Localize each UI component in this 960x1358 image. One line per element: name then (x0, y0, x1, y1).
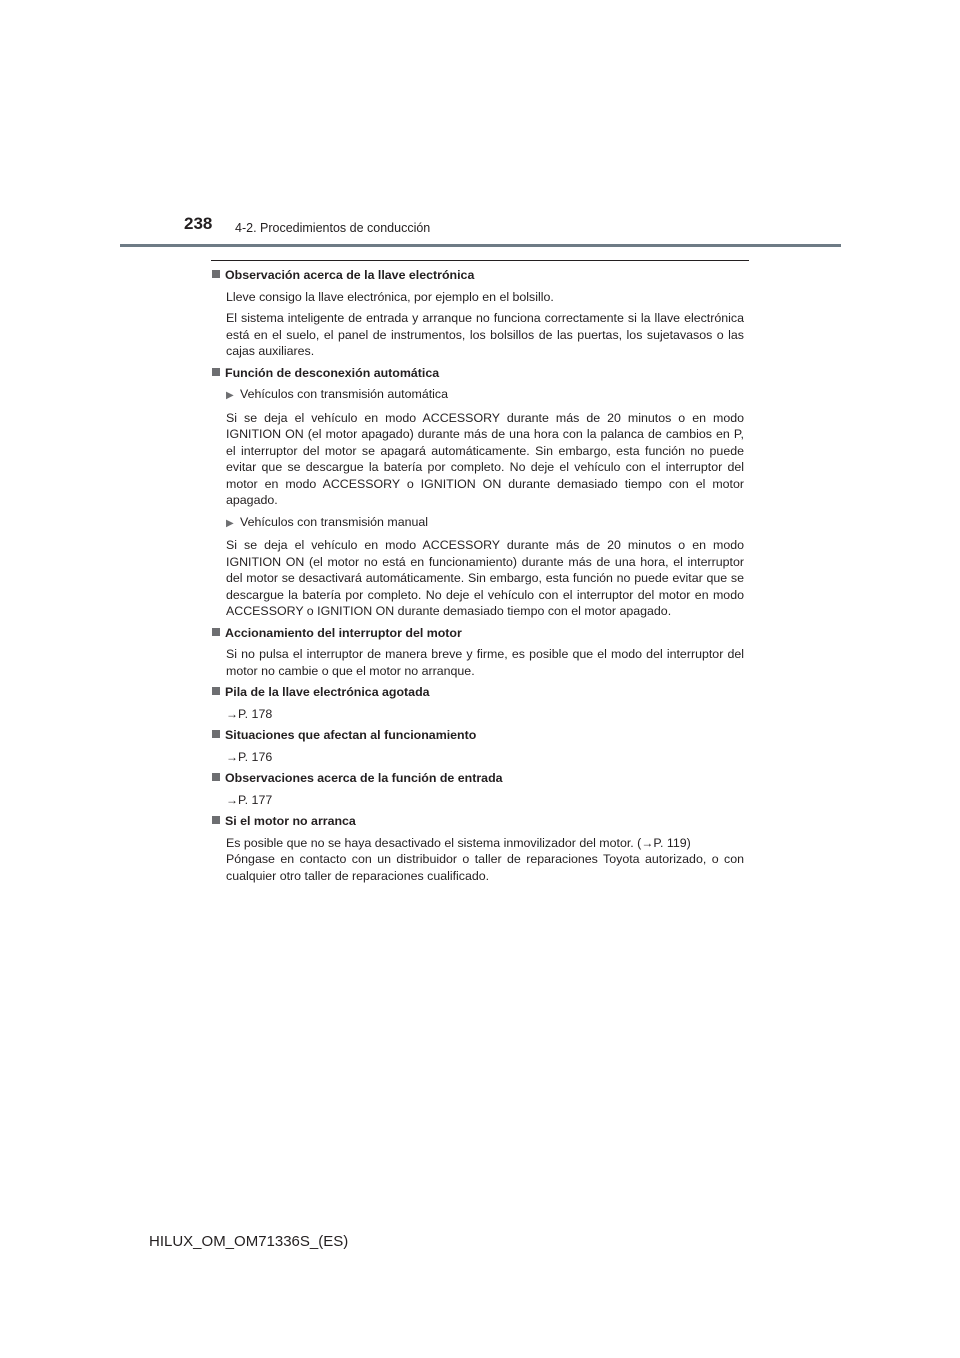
subitem-label: Vehículos con transmisión automática (240, 387, 448, 401)
section-heading (212, 813, 744, 830)
subitem-label: Vehículos con transmisión manual (240, 514, 429, 529)
heading-text: Si el motor no arranca (225, 814, 356, 828)
square-bullet-icon (212, 628, 220, 636)
triangle-right-icon: ▶ (226, 517, 234, 529)
right-arrow-icon: → (226, 749, 238, 764)
section-heading (212, 625, 744, 642)
footer-code: HILUX_OM_OM71336S_(ES) (149, 1233, 349, 1250)
heading-text: Observaciones acerca de la función de entrada (225, 771, 503, 785)
section-heading (212, 267, 744, 284)
reference-text: P. 177 (238, 792, 273, 807)
reference-text: P. 176 (238, 749, 273, 764)
page-reference (212, 749, 744, 766)
reference-text: P. 178 (238, 706, 273, 721)
subitem (212, 514, 744, 533)
section-heading (212, 365, 744, 382)
page-number: 238 (184, 214, 213, 233)
subitem (212, 386, 744, 405)
triangle-right-icon: ▶ (226, 390, 234, 401)
paragraph: Si no pulsa el interruptor de manera breve y firme, es posible que el modo del interruptor del motor no cambie o que el motor no arranque. (226, 647, 744, 678)
square-bullet-icon (212, 687, 220, 695)
paragraph: Si se deja el vehículo en modo ACCESSORY durante más de 20 minutos o en modo IGNITION ON (el motor apagado) durante más de una hora con la palanca de cambios en P, el interruptor del motor se apagará automáticamente. Sin embargo, esta función no puede evitar que se descargue la batería por completo. No deje el vehículo con el interruptor del motor en modo ACCESSORY o IGNITION ON durante demasiado tiempo con el motor apagado. (226, 410, 744, 507)
heading-text: Función de desconexión automática (225, 365, 440, 380)
paragraph-text: Es posible que no se haya desactivado el sistema inmovilizador del motor. ( (226, 835, 642, 850)
right-arrow-icon: → (641, 835, 654, 850)
content-body (212, 267, 744, 884)
section-heading (212, 770, 744, 787)
section-title: 4-2. Procedimientos de conducción (235, 221, 431, 235)
square-bullet-icon (212, 368, 220, 376)
square-bullet-icon (212, 270, 220, 278)
square-bullet-icon (212, 773, 220, 781)
section-heading (212, 684, 744, 701)
paragraph: El sistema inteligente de entrada y arranque no funciona correctamente si la llave electrónica está en el suelo, el panel de instrumentos, los bolsillos de las puertas, los sujetavasos o las cajas auxiliares. (226, 311, 744, 358)
paragraph (212, 835, 744, 852)
paragraph: Lleve consigo la llave electrónica, por ejemplo en el bolsillo. (226, 289, 554, 304)
right-arrow-icon: → (226, 706, 238, 721)
reference-text: P. 119) (653, 835, 691, 850)
square-bullet-icon (212, 816, 220, 824)
right-arrow-icon: → (226, 792, 238, 807)
content-rule (211, 260, 749, 261)
heading-text: Pila de la llave electrónica agotada (225, 685, 430, 699)
page-reference (212, 792, 744, 809)
header-rule (120, 244, 841, 247)
section-heading (212, 727, 744, 744)
heading-text: Observación acerca de la llave electrónica (225, 268, 475, 282)
heading-text: Situaciones que afectan al funcionamiento (225, 728, 477, 742)
square-bullet-icon (212, 730, 220, 738)
paragraph: Póngase en contacto con un distribuidor o taller de reparaciones Toyota autorizado, o con cualquier otro taller de reparaciones cualificado. (226, 852, 744, 883)
heading-text: Accionamiento del interruptor del motor (225, 625, 462, 640)
page-reference (212, 706, 744, 723)
paragraph: Si se deja el vehículo en modo ACCESSORY durante más de 20 minutos o en modo IGNITION ON (el motor no está en funcionamiento) durante más de una hora, el interruptor del motor se desactivará automáticamente. Sin embargo, esta función no puede evitar que se descargue la batería por completo. No deje el vehículo con el interruptor del motor en modo ACCESSORY o IGNITION ON durante demasiado tiempo con el motor apagado. (226, 538, 744, 618)
